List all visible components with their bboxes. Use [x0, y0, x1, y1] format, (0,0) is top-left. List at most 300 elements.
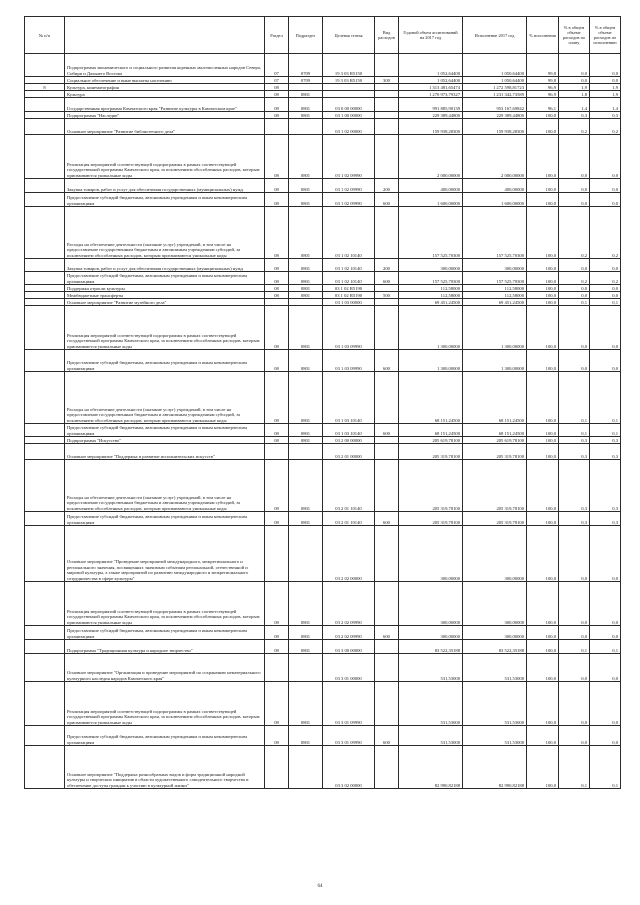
- table-row: [25, 444, 621, 460]
- cell-razdel: 08: [265, 135, 289, 179]
- cell-plan: 205 319,78100: [399, 460, 463, 512]
- cell-share-plan: 1,8: [559, 91, 590, 98]
- cell-share-plan: 0,0: [559, 582, 590, 626]
- cell-share-fact: 0,0: [590, 179, 621, 193]
- cell-razdel: 08: [265, 112, 289, 119]
- cell-pct: 100,0: [527, 654, 559, 682]
- cell-pct: 100,0: [527, 119, 559, 135]
- cell-vr: 600: [375, 350, 399, 372]
- cell-plan: 1 600,00000: [399, 193, 463, 207]
- cell-name: Предоставление субсидий бюджетным, автономным учреждениям и иным некоммерческим организациям: [65, 424, 265, 437]
- cell-plan: 1 313 481,65474: [399, 84, 463, 91]
- cell-csr: 03 2 01 10140: [323, 460, 375, 512]
- cell-plan: 300,00000: [399, 526, 463, 582]
- cell-podrazdel: 0801: [289, 306, 323, 350]
- cell-plan: 531,53000: [399, 654, 463, 682]
- cell-pct: 100,0: [527, 437, 559, 444]
- budget-table-sheet: [24, 16, 620, 789]
- table-row: [25, 179, 621, 193]
- cell-share-fact: 0,0: [590, 626, 621, 640]
- cell-plan: 83 522,35188: [399, 640, 463, 654]
- cell-share-plan: 0,0: [559, 54, 590, 77]
- table-row: [25, 437, 621, 444]
- table-row: [25, 526, 621, 582]
- cell-plan: 1 300,00000: [399, 306, 463, 350]
- cell-share-fact: 0,0: [590, 135, 621, 179]
- cell-share-plan: 0,0: [559, 654, 590, 682]
- cell-vr: [375, 582, 399, 626]
- cell-share-plan: 0,3: [559, 437, 590, 444]
- cell-share-fact: 0,0: [590, 77, 621, 84]
- table-row: [25, 84, 621, 91]
- cell-podrazdel: 0801: [289, 259, 323, 272]
- cell-razdel: [265, 444, 289, 460]
- cell-csr: 03 1 02 10140: [323, 259, 375, 272]
- cell-pct: 96,9: [527, 84, 559, 91]
- cell-plan: 205 319,78100: [399, 512, 463, 526]
- cell-pct: 100,0: [527, 272, 559, 285]
- cell-fact: 300,00000: [463, 626, 527, 640]
- cell-name: Социальное обеспечение и иные выплаты населению: [65, 77, 265, 84]
- cell-name: Культура, кинематография: [65, 84, 265, 91]
- cell-fact: 69 451,24500: [463, 299, 527, 306]
- cell-num: [25, 437, 65, 444]
- cell-share-plan: 1,4: [559, 98, 590, 112]
- cell-share-plan: 0,0: [559, 726, 590, 746]
- cell-razdel: 08: [265, 424, 289, 437]
- cell-share-fact: 0,0: [590, 582, 621, 626]
- cell-pct: 99,8: [527, 77, 559, 84]
- cell-num: [25, 526, 65, 582]
- cell-share-fact: 0,3: [590, 444, 621, 460]
- cell-name: Государственная программа Камчатского края "Развитие культуры в Камчатском крае": [65, 98, 265, 112]
- cell-name: Предоставление субсидий бюджетным, автономным учреждениям и иным некоммерческим организациям: [65, 626, 265, 640]
- cell-csr: 03 1 03 09990: [323, 350, 375, 372]
- cell-num: [25, 444, 65, 460]
- cell-podrazdel: 0801: [289, 460, 323, 512]
- cell-share-fact: 0,1: [590, 640, 621, 654]
- cell-razdel: [265, 119, 289, 135]
- cell-name: Предоставление субсидий бюджетным, автономным учреждениям и иным некоммерческим организациям: [65, 512, 265, 526]
- cell-csr: 03 3 02 00000: [323, 746, 375, 789]
- cell-name: Предоставление субсидий бюджетным, автономным учреждениям и иным некоммерческим организациям: [65, 726, 265, 746]
- cell-name: Реализация мероприятий соответствующей подпрограммы в рамках соответствующей государственной программы Камчатского края, за исключением обособленных расходов, которым присваиваются уникальные коды: [65, 306, 265, 350]
- cell-podrazdel: 0801: [289, 285, 323, 292]
- cell-csr: 03 2 02 09990: [323, 582, 375, 626]
- cell-fact: 953 167,69842: [463, 98, 527, 112]
- cell-fact: 2 000,00000: [463, 135, 527, 179]
- cell-csr: 03 3 01 09990: [323, 682, 375, 726]
- cell-num: [25, 726, 65, 746]
- cell-podrazdel: 0801: [289, 437, 323, 444]
- cell-podrazdel: 0801: [289, 640, 323, 654]
- cell-vr: 600: [375, 512, 399, 526]
- cell-vr: 600: [375, 193, 399, 207]
- cell-razdel: 08: [265, 292, 289, 299]
- cell-num: [25, 626, 65, 640]
- cell-fact: 1 272 598,81723: [463, 84, 527, 91]
- cell-csr: 03 1 00 00000: [323, 112, 375, 119]
- cell-podrazdel: [289, 654, 323, 682]
- cell-plan: 1 270 973,79327: [399, 91, 463, 98]
- cell-share-fact: 0,0: [590, 285, 621, 292]
- cell-vr: [375, 746, 399, 789]
- cell-num: [25, 98, 65, 112]
- cell-num: [25, 119, 65, 135]
- cell-fact: 229 389,44800: [463, 112, 527, 119]
- table-row: [25, 193, 621, 207]
- cell-fact: 531,53000: [463, 654, 527, 682]
- cell-name: Подпрограмма экономического и социального развития коренных малочисленных народов Севера, Сибири и Дальнего Востока: [65, 54, 265, 77]
- cell-razdel: 08: [265, 350, 289, 372]
- cell-vr: [375, 372, 399, 424]
- table-body: [25, 54, 621, 789]
- cell-fact: 1 300,00000: [463, 306, 527, 350]
- cell-name: Предоставление субсидий бюджетным, автономным учреждениям и иным некоммерческим организациям: [65, 350, 265, 372]
- cell-name: Расходы на обеспечение деятельности (оказание услуг) учреждений, в том числе на предоставление государственным бюджетным и автономным учреждениям субсидий, за исключением обособленных расходов, которым присваиваются уникальные коды: [65, 207, 265, 259]
- cell-num: [25, 285, 65, 292]
- cell-razdel: 08: [265, 682, 289, 726]
- cell-razdel: 08: [265, 437, 289, 444]
- cell-num: [25, 372, 65, 424]
- cell-share-plan: 0,0: [559, 259, 590, 272]
- cell-plan: 400,00000: [399, 179, 463, 193]
- cell-pct: 100,0: [527, 193, 559, 207]
- cell-fact: 300,00000: [463, 582, 527, 626]
- cell-share-plan: 0,1: [559, 372, 590, 424]
- cell-podrazdel: 0801: [289, 682, 323, 726]
- cell-csr: 03 2 02 09990: [323, 626, 375, 640]
- cell-podrazdel: 0801: [289, 372, 323, 424]
- cell-num: [25, 179, 65, 193]
- cell-vr: [375, 682, 399, 726]
- cell-podrazdel: 0801: [289, 98, 323, 112]
- cell-share-fact: 1,9: [590, 91, 621, 98]
- cell-plan: 205 619,78100: [399, 437, 463, 444]
- cell-pct: 100,0: [527, 444, 559, 460]
- cell-razdel: 08: [265, 460, 289, 512]
- cell-name: Основное мероприятие "Развитие библиотечного дела": [65, 119, 265, 135]
- cell-name: Предоставление субсидий бюджетным, автономным учреждениям и иным некоммерческим организациям: [65, 193, 265, 207]
- cell-pct: 100,0: [527, 582, 559, 626]
- cell-share-fact: 0,0: [590, 726, 621, 746]
- cell-fact: 68 151,24500: [463, 424, 527, 437]
- cell-num: [25, 54, 65, 77]
- cell-plan: 229 389,44800: [399, 112, 463, 119]
- cell-vr: 600: [375, 726, 399, 746]
- cell-plan: 531,53000: [399, 726, 463, 746]
- cell-vr: [375, 654, 399, 682]
- cell-pct: 100,0: [527, 112, 559, 119]
- cell-share-plan: 0,0: [559, 682, 590, 726]
- cell-razdel: 08: [265, 372, 289, 424]
- cell-vr: 600: [375, 424, 399, 437]
- cell-name: Основное мероприятие "Развитие музейного дела": [65, 299, 265, 306]
- cell-plan: 1 300,00000: [399, 350, 463, 372]
- table-row: [25, 626, 621, 640]
- cell-pct: 100,0: [527, 726, 559, 746]
- cell-name: Реализация мероприятий соответствующей подпрограммы в рамках соответствующей государственной программы Камчатского края, за исключением обособленных расходов, которым присваиваются уникальные коды: [65, 582, 265, 626]
- cell-plan: 1 052,64400: [399, 54, 463, 77]
- cell-podrazdel: 0801: [289, 112, 323, 119]
- cell-pct: 100,0: [527, 135, 559, 179]
- cell-share-fact: 0,2: [590, 272, 621, 285]
- cell-plan: 531,53000: [399, 682, 463, 726]
- cell-vr: [375, 207, 399, 259]
- table-row: [25, 512, 621, 526]
- cell-vr: [375, 460, 399, 512]
- cell-plan: 68 151,24500: [399, 372, 463, 424]
- cell-num: [25, 582, 65, 626]
- cell-fact: 82 990,82188: [463, 746, 527, 789]
- cell-podrazdel: 0801: [289, 726, 323, 746]
- cell-fact: 531,53000: [463, 682, 527, 726]
- cell-vr: [375, 640, 399, 654]
- table-row: [25, 460, 621, 512]
- cell-share-fact: 0,3: [590, 112, 621, 119]
- cell-fact: 1 231 342,73589: [463, 91, 527, 98]
- table-row: [25, 259, 621, 272]
- cell-fact: 205 319,78100: [463, 512, 527, 526]
- cell-razdel: 08: [265, 726, 289, 746]
- cell-pct: 100,0: [527, 460, 559, 512]
- cell-podrazdel: [289, 444, 323, 460]
- cell-name: Межбюджетные трансферты: [65, 292, 265, 299]
- cell-plan: 300,00000: [399, 582, 463, 626]
- cell-vr: [375, 526, 399, 582]
- cell-csr: 03 0 00 00000: [323, 98, 375, 112]
- cell-share-fact: 0,1: [590, 372, 621, 424]
- header-share-plan: % в общем объеме расходов по плану: [559, 17, 590, 54]
- cell-share-fact: 0,0: [590, 193, 621, 207]
- cell-num: [25, 135, 65, 179]
- cell-share-plan: 0,0: [559, 135, 590, 179]
- cell-fact: 1 300,00000: [463, 350, 527, 372]
- cell-csr: 03 3 01 00000: [323, 654, 375, 682]
- cell-razdel: 07: [265, 54, 289, 77]
- cell-fact: 112,58000: [463, 285, 527, 292]
- cell-csr: 03 2 01 10140: [323, 512, 375, 526]
- cell-podrazdel: 0801: [289, 350, 323, 372]
- cell-plan: 300,00000: [399, 259, 463, 272]
- cell-podrazdel: [289, 299, 323, 306]
- cell-csr: [323, 91, 375, 98]
- cell-plan: 300,00000: [399, 626, 463, 640]
- cell-podrazdel: 0801: [289, 135, 323, 179]
- header-share-fact: % в общем объеме расходов по исполнению: [590, 17, 621, 54]
- cell-share-fact: 1,9: [590, 84, 621, 91]
- header-name: [65, 17, 265, 54]
- cell-name: Культура: [65, 91, 265, 98]
- cell-podrazdel: 0709: [289, 77, 323, 84]
- cell-pct: 99,8: [527, 54, 559, 77]
- table-row: [25, 77, 621, 84]
- cell-csr: 19 3 03 R5150: [323, 54, 375, 77]
- cell-podrazdel: 0801: [289, 512, 323, 526]
- cell-share-fact: 0,1: [590, 746, 621, 789]
- cell-share-fact: 0,3: [590, 460, 621, 512]
- cell-pct: 100,0: [527, 424, 559, 437]
- cell-podrazdel: 0801: [289, 272, 323, 285]
- cell-share-plan: 0,0: [559, 350, 590, 372]
- cell-csr: 03 1 02 09990: [323, 179, 375, 193]
- cell-plan: 68 151,24500: [399, 424, 463, 437]
- cell-num: [25, 306, 65, 350]
- cell-plan: 205 319,78100: [399, 444, 463, 460]
- cell-share-fact: 0,1: [590, 299, 621, 306]
- cell-pct: 100,0: [527, 682, 559, 726]
- cell-share-plan: 1,9: [559, 84, 590, 91]
- cell-num: [25, 350, 65, 372]
- cell-plan: 112,58000: [399, 285, 463, 292]
- cell-fact: 400,00000: [463, 179, 527, 193]
- cell-share-fact: 0,2: [590, 207, 621, 259]
- cell-csr: 03 1 02 R5190: [323, 285, 375, 292]
- cell-podrazdel: 0801: [289, 207, 323, 259]
- cell-fact: 112,58000: [463, 292, 527, 299]
- table-row: [25, 299, 621, 306]
- cell-share-fact: 0,0: [590, 526, 621, 582]
- cell-share-plan: 0,3: [559, 460, 590, 512]
- cell-razdel: 08: [265, 179, 289, 193]
- table-row: [25, 654, 621, 682]
- cell-razdel: 08: [265, 582, 289, 626]
- cell-fact: 300,00000: [463, 259, 527, 272]
- cell-plan: 991 885,90139: [399, 98, 463, 112]
- cell-razdel: 08: [265, 84, 289, 91]
- table-row: [25, 98, 621, 112]
- cell-num: [25, 292, 65, 299]
- cell-razdel: [265, 746, 289, 789]
- cell-csr: 03 1 02 R5190: [323, 292, 375, 299]
- cell-csr: 03 2 02 00000: [323, 526, 375, 582]
- cell-vr: [375, 306, 399, 350]
- cell-num: [25, 207, 65, 259]
- cell-csr: 03 1 03 09990: [323, 306, 375, 350]
- cell-share-fact: 0,0: [590, 350, 621, 372]
- cell-vr: [375, 112, 399, 119]
- cell-vr: [375, 91, 399, 98]
- cell-vr: 500: [375, 292, 399, 299]
- cell-fact: 1 050,64400: [463, 54, 527, 77]
- cell-podrazdel: 0801: [289, 179, 323, 193]
- cell-fact: 83 522,35188: [463, 640, 527, 654]
- table-row: [25, 424, 621, 437]
- cell-csr: 03 1 03 10140: [323, 372, 375, 424]
- cell-share-fact: 0,0: [590, 682, 621, 726]
- cell-vr: 600: [375, 272, 399, 285]
- cell-csr: 03 3 01 09990: [323, 726, 375, 746]
- cell-csr: 03 1 02 09990: [323, 193, 375, 207]
- cell-num: [25, 91, 65, 98]
- cell-share-plan: 0,0: [559, 285, 590, 292]
- table-row: [25, 746, 621, 789]
- cell-num: [25, 259, 65, 272]
- cell-num: [25, 640, 65, 654]
- cell-num: [25, 112, 65, 119]
- cell-share-plan: 0,0: [559, 626, 590, 640]
- cell-pct: 100,0: [527, 299, 559, 306]
- cell-name: Предоставление субсидий бюджетным, автономным учреждениям и иным некоммерческим организациям: [65, 272, 265, 285]
- cell-num: [25, 746, 65, 789]
- cell-share-fact: 0,0: [590, 54, 621, 77]
- cell-plan: 69 451,24500: [399, 299, 463, 306]
- cell-share-plan: 0,0: [559, 77, 590, 84]
- cell-fact: 157 525,70300: [463, 207, 527, 259]
- cell-vr: [375, 285, 399, 292]
- cell-name: Основное мероприятие "Поддержка разнообразных видов и форм традиционной народной культуры и творческих инициатив в области художественного самодеятельного творчества и обеспечение доступа граждан к участию в культурной жизни": [65, 746, 265, 789]
- cell-podrazdel: 0801: [289, 424, 323, 437]
- cell-name: Основное мероприятие "Проведение мероприятий международного, межрегионального и регионального значения, посвященных значимым событиям региональной, отечественной и мировой культуры, а также мероприятий по развитию международного и межрегионального сотрудничества в сфере культуры": [65, 526, 265, 582]
- cell-pct: 100,0: [527, 350, 559, 372]
- cell-csr: 03 1 02 10140: [323, 207, 375, 259]
- cell-pct: 100,0: [527, 179, 559, 193]
- header-plan: Годовой объем ассигнований на 2017 год: [399, 17, 463, 54]
- header-csr: Целевая статья: [323, 17, 375, 54]
- header-vr: Вид расходов: [375, 17, 399, 54]
- cell-share-fact: 0,3: [590, 437, 621, 444]
- cell-fact: 68 151,24500: [463, 372, 527, 424]
- cell-plan: 157 525,70300: [399, 207, 463, 259]
- page-number: 64: [317, 884, 323, 889]
- table-row: [25, 292, 621, 299]
- cell-csr: 19 3 03 R5150: [323, 77, 375, 84]
- cell-podrazdel: [289, 119, 323, 135]
- cell-share-fact: 0,0: [590, 306, 621, 350]
- cell-share-plan: 0,2: [559, 119, 590, 135]
- cell-razdel: 08: [265, 626, 289, 640]
- cell-pct: 100,0: [527, 285, 559, 292]
- cell-share-plan: 0,1: [559, 424, 590, 437]
- cell-name: Основное мероприятие "Организация и проведение мероприятий по сохранению нематериального культурного наследия народов Камчатского края": [65, 654, 265, 682]
- cell-vr: 300: [375, 77, 399, 84]
- cell-plan: 112,58000: [399, 292, 463, 299]
- cell-share-fact: 1,4: [590, 98, 621, 112]
- cell-razdel: 08: [265, 306, 289, 350]
- table-row: [25, 582, 621, 626]
- cell-num: [25, 299, 65, 306]
- cell-razdel: 08: [265, 193, 289, 207]
- table-row: [25, 54, 621, 77]
- cell-pct: 100,0: [527, 526, 559, 582]
- cell-razdel: 08: [265, 512, 289, 526]
- cell-name: Расходы на обеспечение деятельности (оказание услуг) учреждений, в том числе на предоставление государственным бюджетным и автономным учреждениям субсидий, за исключением обособленных расходов, которым присваиваются уникальные коды: [65, 460, 265, 512]
- cell-podrazdel: 0709: [289, 54, 323, 77]
- cell-name: Подпрограмма "Искусство": [65, 437, 265, 444]
- cell-num: [25, 272, 65, 285]
- header-fact: Исполнение 2017 год: [463, 17, 527, 54]
- cell-vr: [375, 444, 399, 460]
- cell-share-plan: 0,1: [559, 746, 590, 789]
- cell-share-plan: 0,0: [559, 179, 590, 193]
- table-row: [25, 372, 621, 424]
- cell-plan: 82 990,82188: [399, 746, 463, 789]
- cell-vr: [375, 135, 399, 179]
- cell-plan: 159 938,28300: [399, 119, 463, 135]
- cell-podrazdel: 0801: [289, 193, 323, 207]
- cell-fact: 1 050,64400: [463, 77, 527, 84]
- cell-share-plan: 0,2: [559, 207, 590, 259]
- cell-vr: [375, 119, 399, 135]
- cell-num: [25, 424, 65, 437]
- cell-share-fact: 0,1: [590, 424, 621, 437]
- cell-fact: 300,00000: [463, 526, 527, 582]
- cell-pct: 100,0: [527, 306, 559, 350]
- table-row: [25, 682, 621, 726]
- cell-share-plan: 0,0: [559, 292, 590, 299]
- table-row: [25, 726, 621, 746]
- cell-fact: 205 319,78100: [463, 460, 527, 512]
